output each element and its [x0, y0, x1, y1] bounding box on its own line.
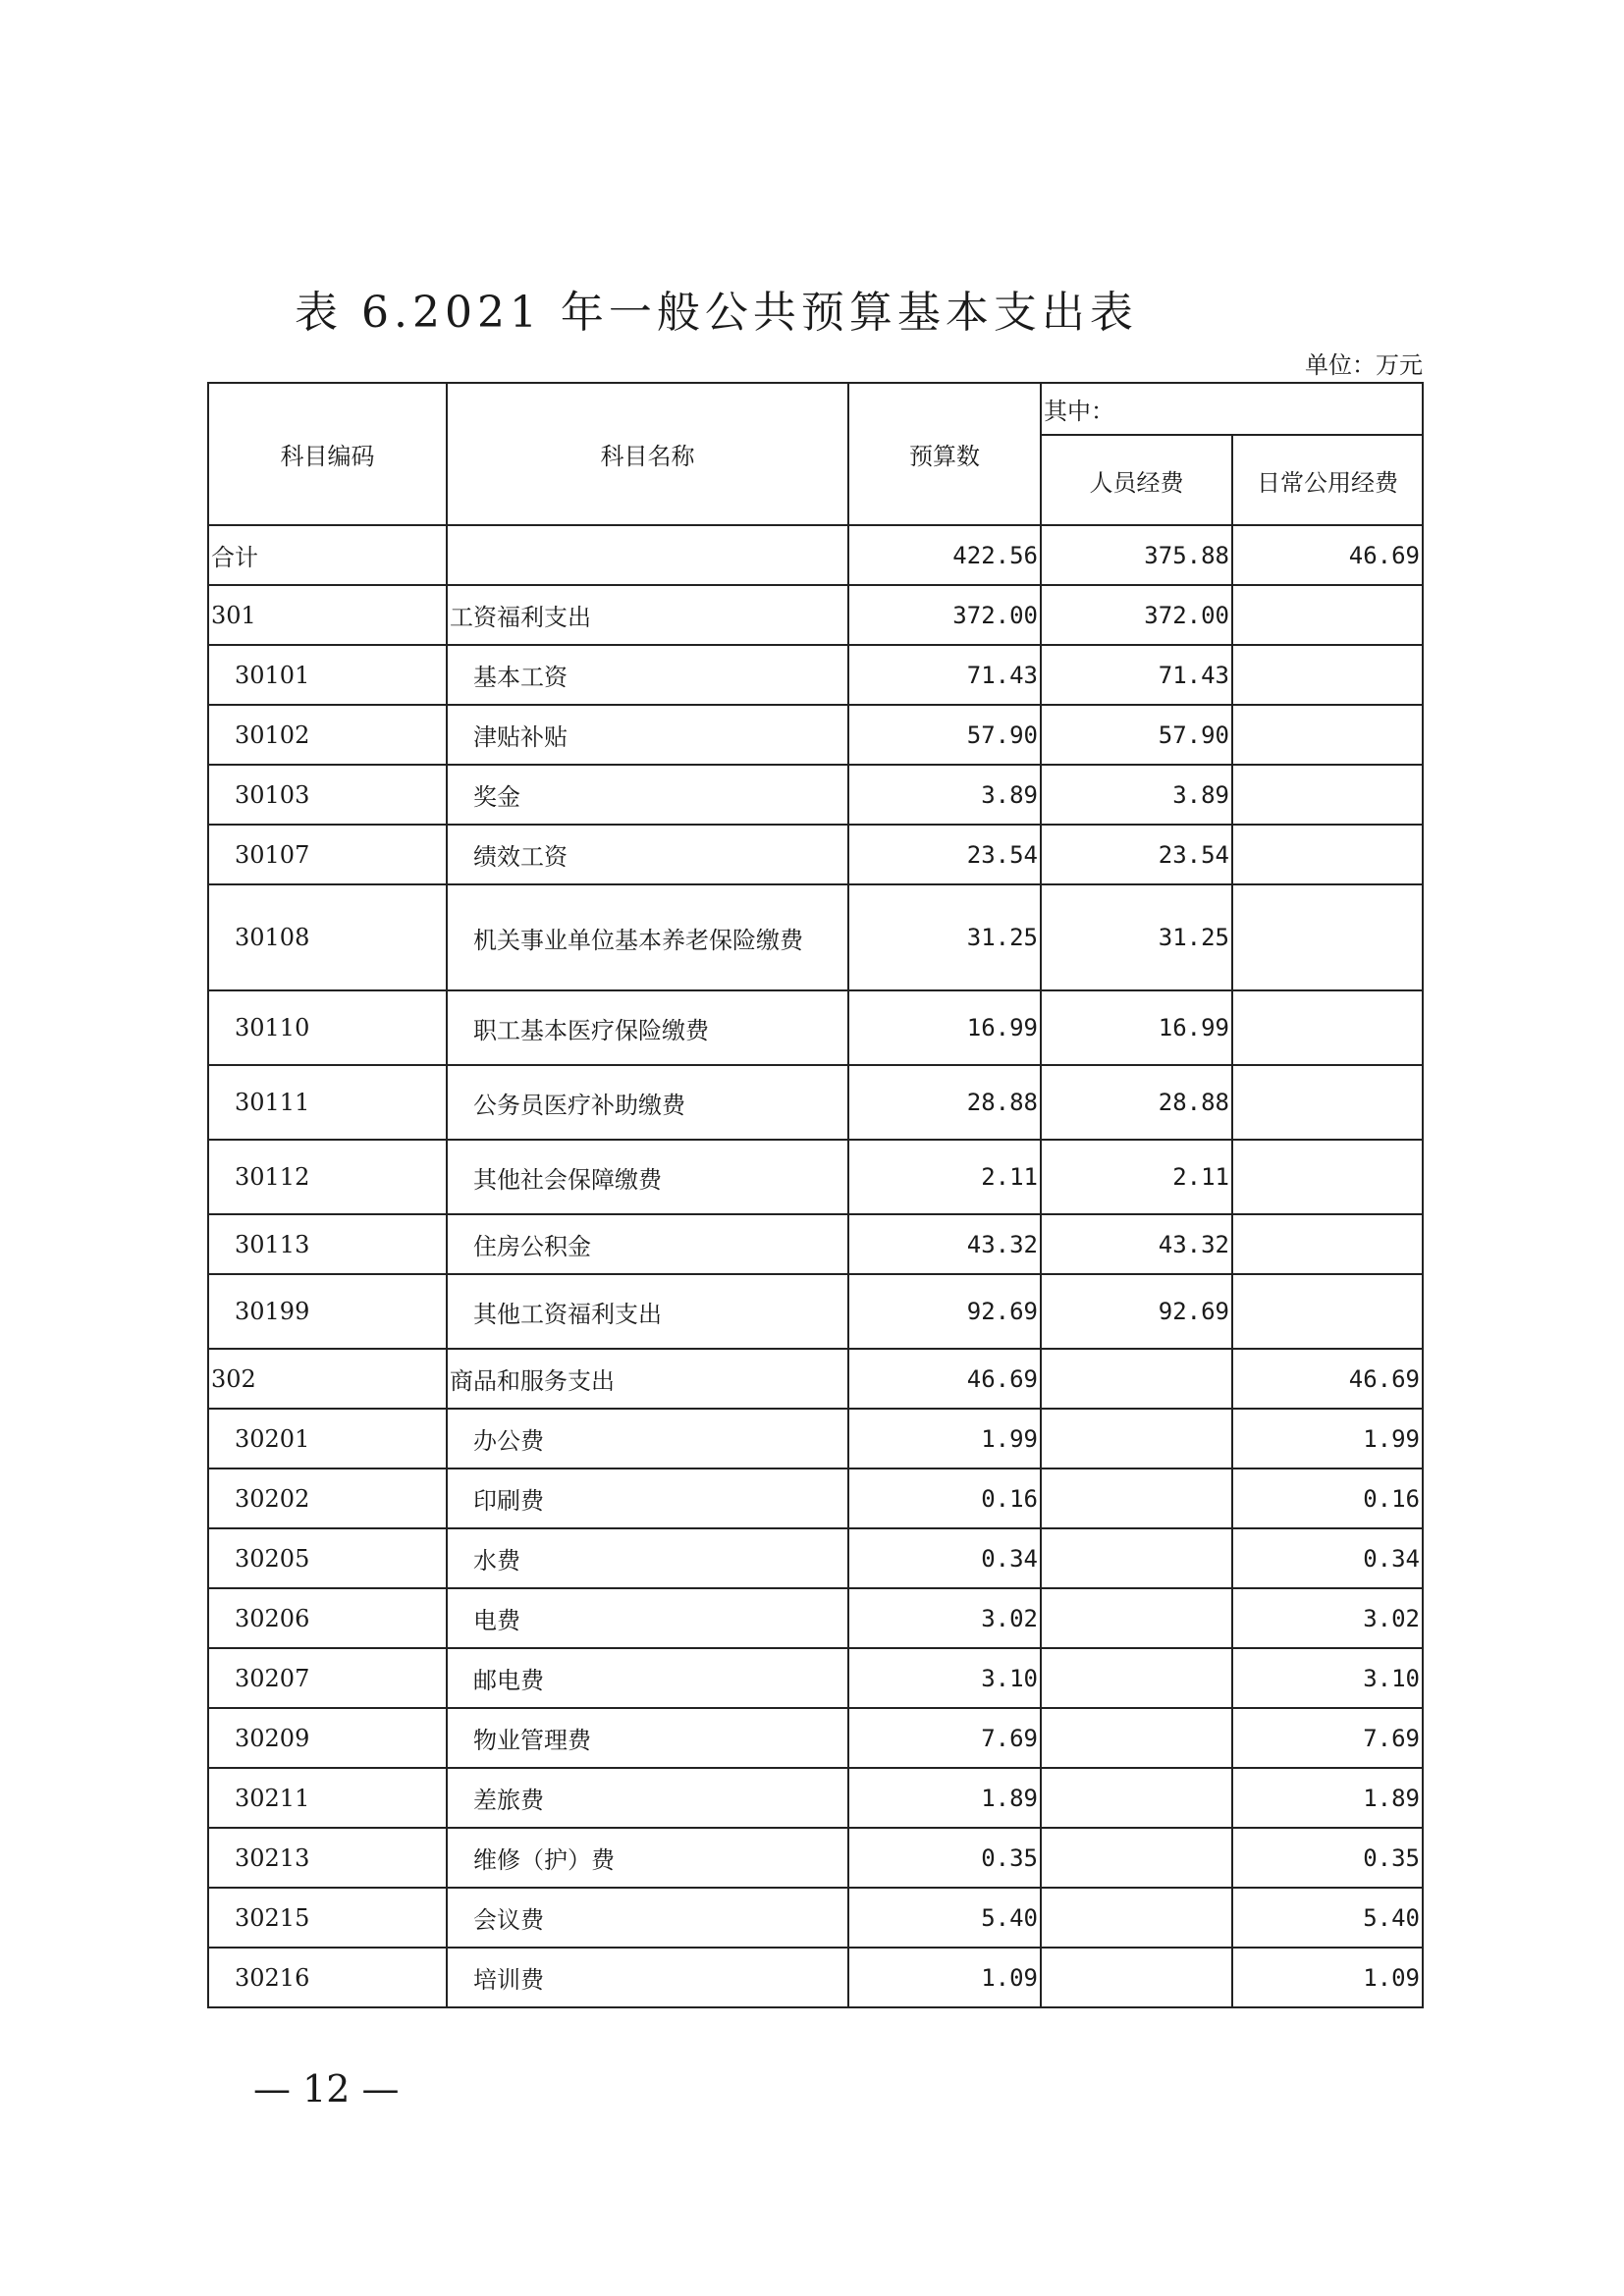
cell-name: 公务员医疗补助缴费: [447, 1065, 848, 1140]
table-row: [208, 1468, 1423, 1528]
cell-personnel: [1041, 1768, 1232, 1828]
header-of-which: 其中：: [1041, 383, 1423, 435]
cell-code: 30107: [208, 825, 447, 884]
cell-code: 30211: [208, 1768, 447, 1828]
cell-code: 30206: [208, 1588, 447, 1648]
cell-name: 绩效工资: [447, 825, 848, 884]
table-body: [208, 525, 1423, 2007]
header-personnel: 人员经费: [1041, 435, 1232, 525]
cell-public: 1.09: [1232, 1948, 1423, 2007]
cell-budget: 1.09: [848, 1948, 1041, 2007]
cell-code: 30110: [208, 990, 447, 1065]
table-row: [208, 1828, 1423, 1888]
cell-code: 30199: [208, 1274, 447, 1349]
cell-personnel: [1041, 1948, 1232, 2007]
cell-personnel: 16.99: [1041, 990, 1232, 1065]
table-row: [208, 645, 1423, 705]
cell-budget: 422.56: [848, 525, 1041, 585]
cell-public: 1.99: [1232, 1409, 1423, 1468]
cell-public: [1232, 990, 1423, 1065]
header-budget: 预算数: [848, 383, 1041, 525]
cell-public: 46.69: [1232, 525, 1423, 585]
cell-personnel: [1041, 1528, 1232, 1588]
table-row: [208, 765, 1423, 825]
cell-budget: 0.34: [848, 1528, 1041, 1588]
table-row: [208, 1588, 1423, 1648]
header-code: 科目编码: [208, 383, 447, 525]
cell-public: [1232, 1214, 1423, 1274]
cell-budget: 16.99: [848, 990, 1041, 1065]
cell-budget: 3.10: [848, 1648, 1041, 1708]
cell-public: 1.89: [1232, 1768, 1423, 1828]
cell-public: 3.10: [1232, 1648, 1423, 1708]
cell-name: 基本工资: [447, 645, 848, 705]
cell-personnel: [1041, 1648, 1232, 1708]
cell-personnel: [1041, 1888, 1232, 1948]
table-row: [208, 1888, 1423, 1948]
cell-name: 商品和服务支出: [447, 1349, 848, 1409]
cell-code: 30112: [208, 1140, 447, 1214]
cell-public: 3.02: [1232, 1588, 1423, 1648]
table-row: [208, 1708, 1423, 1768]
cell-name: 维修（护）费: [447, 1828, 848, 1888]
cell-budget: 0.35: [848, 1828, 1041, 1888]
cell-code: 30205: [208, 1528, 447, 1588]
table-row: [208, 825, 1423, 884]
cell-name: 住房公积金: [447, 1214, 848, 1274]
cell-name: 奖金: [447, 765, 848, 825]
cell-public: [1232, 1065, 1423, 1140]
header-name: 科目名称: [447, 383, 848, 525]
cell-personnel: 92.69: [1041, 1274, 1232, 1349]
cell-budget: 3.89: [848, 765, 1041, 825]
cell-personnel: 57.90: [1041, 705, 1232, 765]
table-row: [208, 990, 1423, 1065]
cell-code: 30201: [208, 1409, 447, 1468]
cell-public: [1232, 705, 1423, 765]
cell-personnel: 23.54: [1041, 825, 1232, 884]
cell-budget: 0.16: [848, 1468, 1041, 1528]
cell-public: 0.16: [1232, 1468, 1423, 1528]
cell-code: 30209: [208, 1708, 447, 1768]
cell-code: 301: [208, 585, 447, 645]
table-row: [208, 1409, 1423, 1468]
header-public: 日常公用经费: [1232, 435, 1423, 525]
cell-budget: 23.54: [848, 825, 1041, 884]
table-row: [208, 1274, 1423, 1349]
cell-personnel: [1041, 1588, 1232, 1648]
table-title: 表 6.2021 年一般公共预算基本支出表: [295, 288, 1138, 338]
cell-public: [1232, 1140, 1423, 1214]
page-number: — 12 —: [253, 2067, 400, 2110]
cell-code: 30111: [208, 1065, 447, 1140]
budget-table: [207, 382, 1424, 2008]
cell-name: 邮电费: [447, 1648, 848, 1708]
cell-name: 机关事业单位基本养老保险缴费: [447, 884, 848, 990]
cell-budget: 372.00: [848, 585, 1041, 645]
table-row: [208, 1768, 1423, 1828]
cell-code: 30213: [208, 1828, 447, 1888]
cell-public: 5.40: [1232, 1888, 1423, 1948]
table-row: [208, 1214, 1423, 1274]
cell-name: [447, 525, 848, 585]
cell-public: [1232, 825, 1423, 884]
cell-code: 30216: [208, 1948, 447, 2007]
table-row: [208, 884, 1423, 990]
cell-budget: 46.69: [848, 1349, 1041, 1409]
cell-budget: 7.69: [848, 1708, 1041, 1768]
cell-personnel: [1041, 1349, 1232, 1409]
cell-personnel: [1041, 1468, 1232, 1528]
cell-budget: 3.02: [848, 1588, 1041, 1648]
cell-personnel: 375.88: [1041, 525, 1232, 585]
cell-budget: 43.32: [848, 1214, 1041, 1274]
table-row: [208, 585, 1423, 645]
table-row: [208, 1349, 1423, 1409]
cell-budget: 31.25: [848, 884, 1041, 990]
cell-name: 其他工资福利支出: [447, 1274, 848, 1349]
cell-name: 津贴补贴: [447, 705, 848, 765]
cell-public: [1232, 765, 1423, 825]
cell-personnel: 43.32: [1041, 1214, 1232, 1274]
cell-name: 办公费: [447, 1409, 848, 1468]
cell-name: 差旅费: [447, 1768, 848, 1828]
cell-budget: 1.99: [848, 1409, 1041, 1468]
cell-personnel: [1041, 1409, 1232, 1468]
cell-code: 30101: [208, 645, 447, 705]
table-row: [208, 705, 1423, 765]
cell-public: [1232, 884, 1423, 990]
cell-public: 0.35: [1232, 1828, 1423, 1888]
cell-personnel: [1041, 1708, 1232, 1768]
cell-personnel: [1041, 1828, 1232, 1888]
cell-budget: 71.43: [848, 645, 1041, 705]
cell-personnel: 372.00: [1041, 585, 1232, 645]
cell-name: 物业管理费: [447, 1708, 848, 1768]
cell-name: 印刷费: [447, 1468, 848, 1528]
cell-budget: 92.69: [848, 1274, 1041, 1349]
cell-personnel: 3.89: [1041, 765, 1232, 825]
cell-name: 其他社会保障缴费: [447, 1140, 848, 1214]
cell-code: 30103: [208, 765, 447, 825]
table-row: [208, 1065, 1423, 1140]
cell-code: 30113: [208, 1214, 447, 1274]
table-row: [208, 1948, 1423, 2007]
cell-budget: 5.40: [848, 1888, 1041, 1948]
cell-name: 会议费: [447, 1888, 848, 1948]
cell-name: 电费: [447, 1588, 848, 1648]
table-row: [208, 1140, 1423, 1214]
cell-personnel: 2.11: [1041, 1140, 1232, 1214]
cell-public: 46.69: [1232, 1349, 1423, 1409]
cell-name: 培训费: [447, 1948, 848, 2007]
cell-code: 30202: [208, 1468, 447, 1528]
cell-public: [1232, 1274, 1423, 1349]
cell-code: 30108: [208, 884, 447, 990]
cell-public: 0.34: [1232, 1528, 1423, 1588]
table-row: [208, 1648, 1423, 1708]
cell-code: 30102: [208, 705, 447, 765]
cell-personnel: 31.25: [1041, 884, 1232, 990]
cell-budget: 57.90: [848, 705, 1041, 765]
cell-budget: 2.11: [848, 1140, 1041, 1214]
cell-public: [1232, 585, 1423, 645]
cell-code: 30215: [208, 1888, 447, 1948]
table-row: [208, 525, 1423, 585]
cell-budget: 28.88: [848, 1065, 1041, 1140]
cell-name: 水费: [447, 1528, 848, 1588]
cell-code: 30207: [208, 1648, 447, 1708]
cell-personnel: 71.43: [1041, 645, 1232, 705]
unit-label: 单位：万元: [1305, 351, 1423, 379]
cell-public: [1232, 645, 1423, 705]
table-row: [208, 1528, 1423, 1588]
cell-name: 工资福利支出: [447, 585, 848, 645]
cell-code: 合计: [208, 525, 447, 585]
cell-code: 302: [208, 1349, 447, 1409]
cell-public: 7.69: [1232, 1708, 1423, 1768]
cell-budget: 1.89: [848, 1768, 1041, 1828]
cell-personnel: 28.88: [1041, 1065, 1232, 1140]
cell-name: 职工基本医疗保险缴费: [447, 990, 848, 1065]
